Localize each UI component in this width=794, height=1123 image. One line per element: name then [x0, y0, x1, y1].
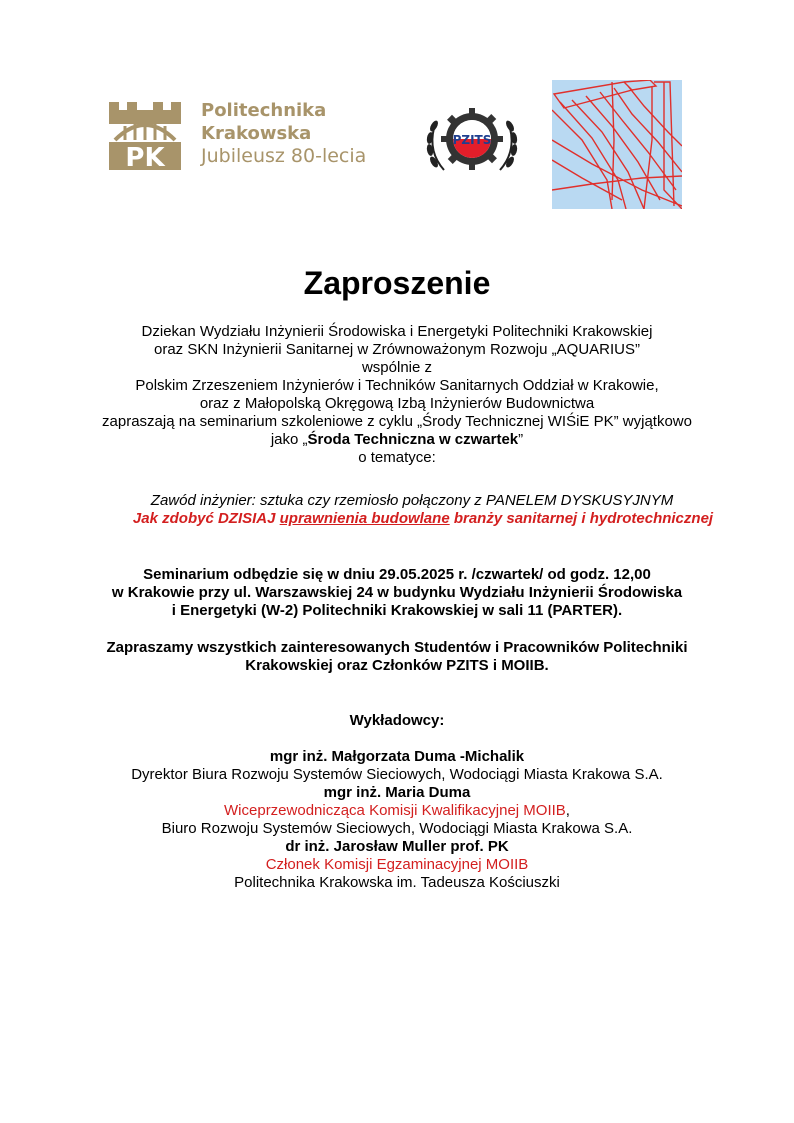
intro-block: [0, 323, 794, 467]
jako-event-name: Środa Techniczna w czwartek: [307, 431, 519, 448]
lecturer-role-suffix: ,: [565, 802, 570, 819]
intro-line: oraz SKN Inżynierii Sanitarnej w Zrównoważonym Rozwoju „AQUARIUS”: [154, 341, 640, 358]
lecturers-block: [0, 712, 794, 892]
invite-block: [0, 639, 794, 675]
page-title: Zaproszenie: [303, 265, 491, 301]
lecturer-name: mgr inż. Maria Duma: [323, 784, 471, 801]
topic-block-2: [26, 510, 794, 528]
jako-suffix: ”: [518, 431, 524, 448]
intro-tematyce: o tematyce:: [358, 449, 436, 466]
topic-line2-underlined: uprawnienia budowlane: [279, 510, 450, 527]
pzits-logo-icon: [422, 92, 522, 187]
details-line: i Energetyki (W-2) Politechniki Krakowskiej w sali 11 (PARTER).: [171, 602, 623, 619]
pk-logo-line3: Jubileusz 80-lecia: [201, 145, 367, 167]
lecturer-role-red: Wiceprzewodnicząca Komisji Kwalifikacyjnej MOIIB: [224, 802, 566, 819]
lecturer-role-red: Członek Komisji Egzaminacyjnej MOIIB: [265, 856, 529, 873]
lecturer-role: Dyrektor Biura Rozwoju Systemów Sieciowych, Wodociągi Miasta Krakowa S.A.: [131, 766, 663, 783]
intro-jako-line: [0, 431, 794, 449]
aquarius-logo: [552, 80, 682, 209]
intro-line: oraz z Małopolską Okręgową Izbą Inżynierów Budownictwa: [199, 395, 595, 412]
lecturer-role-line: [0, 802, 794, 820]
pk-logo-text: [201, 99, 366, 168]
aquarius-structure-icon: [552, 80, 682, 209]
topic-line1: Zawód inżynier: sztuka czy rzemiosło połączony z PANELEM DYSKUSYJNYM: [150, 492, 674, 509]
invite-line: Krakowskiej oraz Członków PZITS i MOIIB.: [245, 657, 549, 674]
intro-line: Polskim Zrzeszeniem Inżynierów i Techników Sanitarnych Oddział w Krakowie,: [135, 377, 659, 394]
lecturer-name: mgr inż. Małgorzata Duma -Michalik: [269, 748, 525, 765]
topic-line2-a: Jak zdobyć DZISIAJ: [132, 510, 280, 527]
lecturer-name: dr inż. Jarosław Muller prof. PK: [285, 838, 509, 855]
topic-line2-c: branży sanitarnej i hydrotechnicznej: [449, 510, 714, 527]
pk-logo-line2: Krakowska: [201, 123, 312, 144]
lecturer-role: Biuro Rozwoju Systemów Sieciowych, Wodociągi Miasta Krakowa S.A.: [161, 820, 633, 837]
jako-prefix: jako „: [270, 431, 308, 448]
topic-line2: [26, 510, 794, 528]
topic-block: [15, 492, 794, 510]
lecturer-role: Politechnika Krakowska im. Tadeusza Kościuszki: [234, 874, 560, 891]
details-block: [0, 566, 794, 620]
intro-line: wspólnie z: [361, 359, 433, 376]
details-line: Seminarium odbędzie się w dniu 29.05.2025 r. /czwartek/ od godz. 12,00: [143, 566, 651, 583]
pk-logo-line1: Politechnika: [201, 100, 327, 121]
invite-line: Zapraszamy wszystkich zainteresowanych Studentów i Pracowników Politechniki: [106, 639, 688, 656]
intro-line: zapraszają na seminarium szkoleniowe z cyklu „Środy Technicznej WIŚiE PK” wyjątkowo: [102, 413, 692, 430]
details-line: w Krakowie przy ul. Warszawskiej 24 w budynku Wydziału Inżynierii Środowiska: [111, 584, 683, 601]
pk-emblem-icon: [107, 96, 183, 172]
pk-mark-text: PK: [125, 143, 165, 172]
lecturers-heading: Wykładowcy:: [349, 712, 445, 729]
pzits-logo-text: PZITS: [452, 133, 492, 147]
intro-line: Dziekan Wydziału Inżynierii Środowiska i Energetyki Politechniki Krakowskiej: [141, 323, 653, 340]
pk-logo: [107, 96, 397, 176]
